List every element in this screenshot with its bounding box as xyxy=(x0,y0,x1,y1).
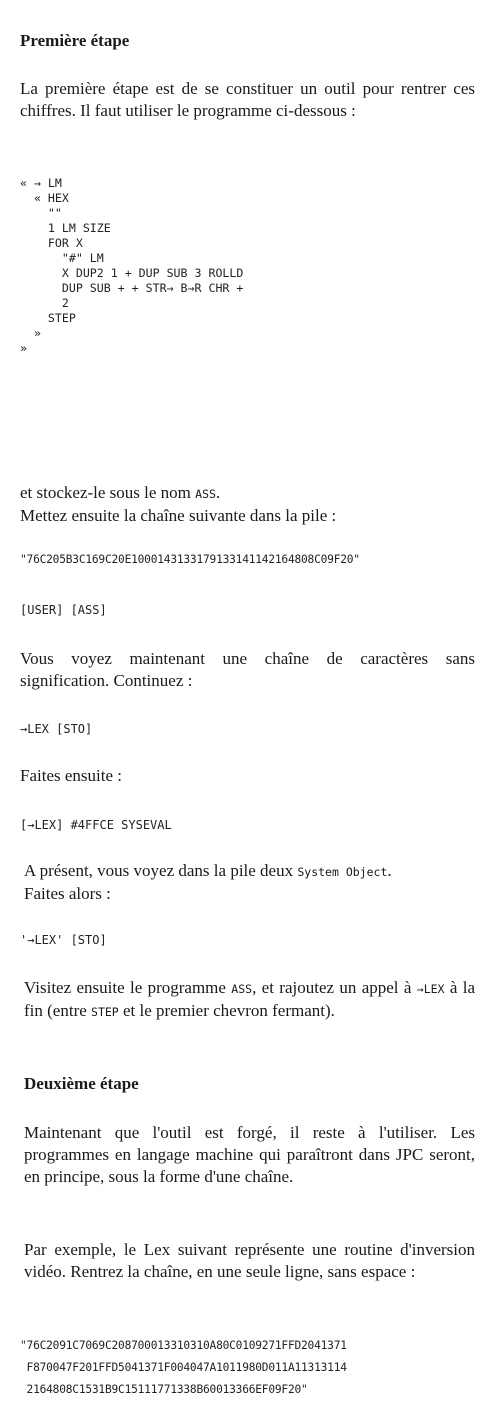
program-line: "#" LM xyxy=(20,251,104,265)
program-line: STEP xyxy=(20,311,76,325)
program-name-ass: ASS xyxy=(195,487,216,501)
present-text: A présent, vous voyez dans la pile deux xyxy=(24,861,298,880)
store-text: et stockez-le sous le nom xyxy=(20,483,196,502)
keys-quote-lex-sto: '→LEX' [STO] xyxy=(20,933,107,947)
program-line: « → LM xyxy=(20,176,62,190)
keys-user-ass: [USER] [ASS] xyxy=(20,603,107,617)
program-line: 1 LM SIZE xyxy=(20,221,111,235)
program-line: FOR X xyxy=(20,236,83,250)
store-line2: Mettez ensuite la chaîne suivante dans la pile : xyxy=(20,506,337,525)
step2-heading: Deuxième étape xyxy=(24,1074,139,1093)
program-listing xyxy=(20,176,243,356)
step-keyword: STEP xyxy=(91,1005,119,1019)
step2-para1: Maintenant que l'outil est forgé, il reste à l'utiliser. Les programmes en langage machine qui paraîtront dans JPC seront, en principe, sous la forme d'une chaîne. xyxy=(24,1123,475,1186)
hex-line: 2164808C1531B9C15111771338B60013366EF09F20" xyxy=(20,1383,308,1396)
system-object-term: System Object xyxy=(297,865,388,879)
program-name-ass: ASS xyxy=(231,982,253,996)
step1-intro: La première étape est de se constituer un outil pour rentrer ces chiffres. Il faut utiliser le programme ci-dessous : xyxy=(20,79,475,120)
para-voyez: Vous voyez maintenant une chaîne de caractères sans signification. Continuez : xyxy=(20,649,475,690)
hex-line: "76C2091C7069C208700013310310A80C0109271FFD2041371 xyxy=(20,1339,347,1352)
present-text-end: . xyxy=(387,861,392,880)
para-visitez xyxy=(24,977,475,1023)
program-line: » xyxy=(20,341,27,355)
present-line2: Faites alors : xyxy=(24,884,111,903)
program-line: » xyxy=(20,326,41,340)
step1-heading: Première étape xyxy=(20,31,130,50)
step2-para2: Par exemple, le Lex suivant représente une routine d'inversion vidéo. Rentrez la chaîne, en une seule ligne, sans espace : xyxy=(24,1240,475,1281)
para-present xyxy=(24,860,475,905)
store-paragraph xyxy=(20,482,475,527)
program-line: « HEX xyxy=(20,191,69,205)
store-text-end: . xyxy=(215,483,221,502)
program-line: 2 xyxy=(20,296,69,310)
hex-string-1: "76C205B3C169C20E1000143133179133141142164808C09F20" xyxy=(20,553,360,566)
keys-lex-sto: →LEX [STO] xyxy=(20,722,93,736)
visitez-text-2: , et rajoutez un appel à xyxy=(252,978,417,997)
hex-line: F870047F201FFD5041371F004047A1011980D011A11313114 xyxy=(20,1361,347,1374)
para-faites: Faites ensuite : xyxy=(20,766,122,785)
lex-command: →LEX xyxy=(416,982,445,996)
visitez-text-1: Visitez ensuite le programme xyxy=(24,978,232,997)
hex-listing xyxy=(20,1335,347,1401)
visitez-text-4: et le premier chevron fermant). xyxy=(118,1001,335,1020)
program-line: DUP SUB + + STR→ B→R CHR + xyxy=(20,281,244,295)
visitez-text-3: à la fin (entre xyxy=(24,978,475,1020)
keys-syseval: [→LEX] #4FFCE SYSEVAL xyxy=(20,818,172,832)
program-line: X DUP2 1 + DUP SUB 3 ROLLD xyxy=(20,266,244,280)
program-line: "" xyxy=(20,206,62,220)
